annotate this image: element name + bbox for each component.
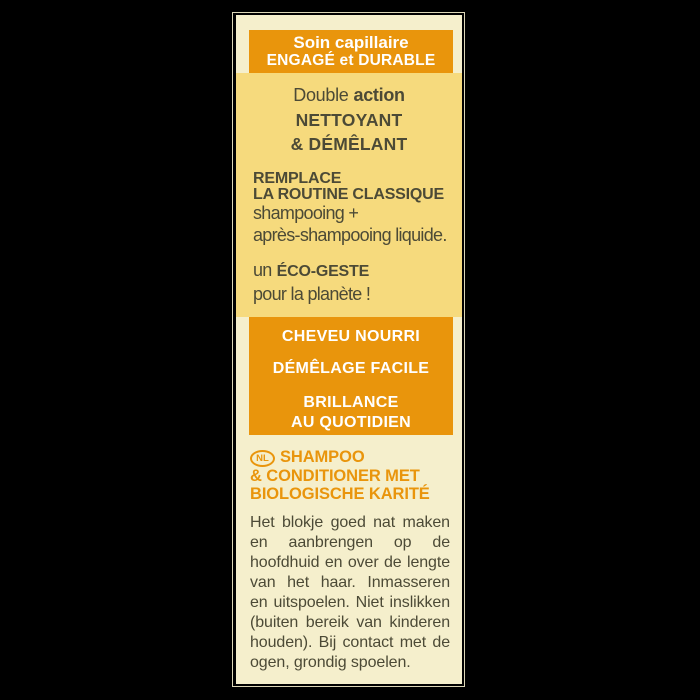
banner-line-1: Soin capillaire bbox=[293, 33, 409, 52]
replace-line-3: shampooing + bbox=[253, 203, 359, 223]
double-action-regular: Double bbox=[293, 85, 349, 105]
cleansing-title: NETTOYANT bbox=[295, 110, 403, 130]
instruction-line: en uitspoelen. Niet inslikken bbox=[250, 594, 450, 611]
product-package-panel bbox=[236, 15, 462, 684]
eco-bold: ÉCO-GESTE bbox=[276, 263, 370, 280]
replace-routine-text bbox=[253, 171, 456, 305]
nl-badge-label: NL bbox=[256, 453, 269, 464]
claim-nourished-hair: CHEVEU NOURRI bbox=[281, 328, 421, 345]
instruction-line: Het blokje goed nat maken bbox=[250, 514, 450, 531]
nl-language-badge bbox=[250, 450, 275, 467]
double-action-bold: action bbox=[353, 85, 405, 105]
replace-line-2: LA ROUTINE CLASSIQUE bbox=[253, 185, 444, 203]
replace-line-1: REMPLACE bbox=[253, 170, 342, 187]
claim-easy-detangling: DÉMÊLAGE FACILE bbox=[272, 360, 430, 377]
instruction-line: ogen, grondig spoelen. bbox=[250, 654, 411, 671]
detangling-title: & DÉMÊLANT bbox=[290, 134, 408, 154]
claims-banner bbox=[249, 317, 453, 435]
dutch-product-heading bbox=[250, 448, 450, 503]
dutch-heading-text-1: SHAMPOO bbox=[280, 448, 365, 466]
planet-line: pour la planète ! bbox=[253, 284, 371, 304]
dutch-heading-line-2: & CONDITIONER MET bbox=[250, 467, 420, 485]
eco-regular: un bbox=[253, 260, 272, 280]
banner-line-2: ENGAGÉ et DURABLE bbox=[266, 52, 436, 69]
instruction-line: hoofdhuid en over de lengte bbox=[250, 554, 450, 571]
instruction-line: (buiten bereik van kinderen bbox=[250, 614, 450, 631]
replace-line-4: après-shampooing liquide. bbox=[253, 225, 447, 245]
eco-gesture-line bbox=[253, 259, 456, 283]
claim-daily-shine-line-1: BRILLANCE bbox=[303, 394, 399, 411]
care-commitment-banner bbox=[249, 30, 453, 73]
claim-daily-shine bbox=[249, 393, 453, 433]
dutch-info-section bbox=[236, 435, 462, 684]
claim-daily-shine-line-2: AU QUOTIDIEN bbox=[290, 414, 412, 431]
instruction-line: van het haar. Inmasseren bbox=[250, 574, 450, 591]
dutch-heading-line-3: BIOLOGISCHE KARITÉ bbox=[250, 485, 430, 503]
double-action-title bbox=[236, 86, 462, 104]
dutch-usage-instructions bbox=[250, 513, 450, 673]
instruction-line: en aanbrengen op de bbox=[250, 534, 450, 551]
dutch-heading-line-1 bbox=[250, 448, 450, 467]
benefits-block bbox=[236, 73, 462, 317]
instruction-line: houden). Bij contact met de bbox=[250, 634, 450, 651]
